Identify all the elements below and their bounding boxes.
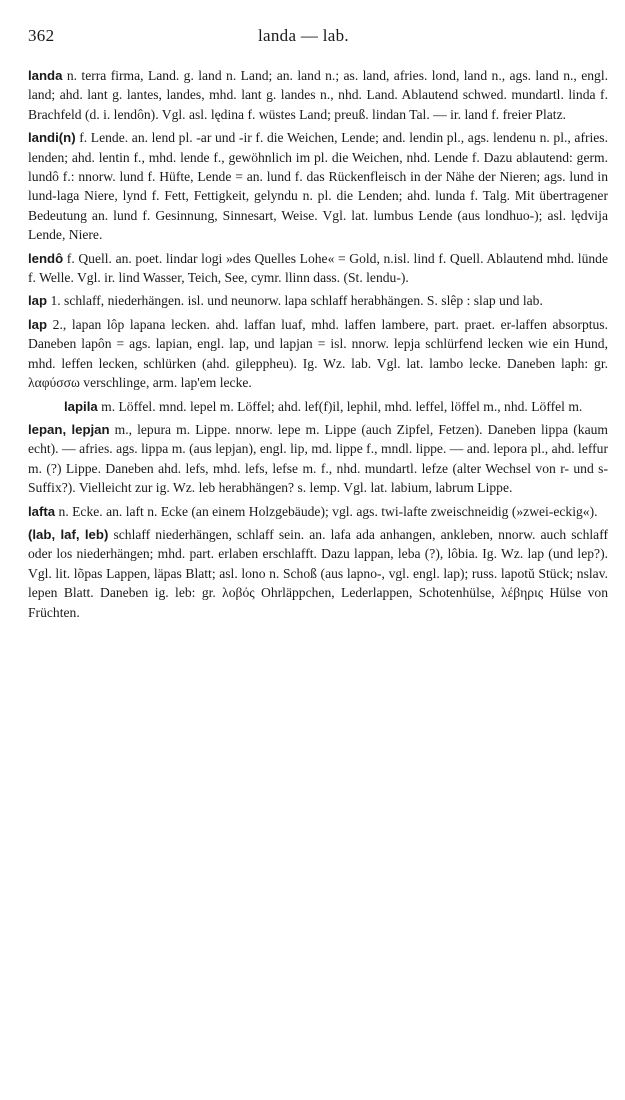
- entry-headword: lap: [28, 316, 48, 332]
- entry-text: m., lepura m. Lippe. nnorw. lepe m. Lippe (auch Zipfel, Fetzen). Daneben lippa (kaum echt). — afries. ags. lippa m. (aus lepjan), engl. lip, md. lippe f., mndl. lippe. — and. lepora pl., ahd. leffur m. (?) Lippe. Daneben ahd. lefs, mhd. lefs, lefse m. f., nhd. mundartl. lefze (alter Wechsel von r- und s-Suffix?). Vielleicht zur ig. Wz. leb herabhängen? s. lemp. Vgl. lat. labium, labrum Lippe.: [28, 421, 608, 496]
- dictionary-entry: [28, 66, 608, 124]
- entry-headword: landi(n): [28, 130, 76, 146]
- entry-headword: lepan, lepjan: [28, 421, 110, 437]
- entry-headword: lafta: [28, 503, 56, 519]
- entry-text: n. Ecke. an. laft n. Ecke (an einem Holzgebäude); vgl. ags. twi-lafte zweischneidig (»zwei-eckig«).: [55, 503, 598, 519]
- entry-text: m. Löffel. mnd. lepel m. Löffel; ahd. lef(f)il, lephil, mhd. leffel, löffel m., nhd. Löffel m.: [97, 398, 583, 414]
- dictionary-entry: [28, 315, 608, 393]
- entry-headword: lap: [28, 293, 48, 309]
- dictionary-entry: [28, 249, 608, 288]
- entry-text: n. terra firma, Land. g. land n. Land; an. land n.; as. land, afries. lond, land n., ags. land n., engl. land; ahd. lant g. lantes, landes, mhd. lant g. landes n., nhd. Land. Ablautend schwed. mundartl. linda f. Brachfeld (d. i. lendôn). Vgl. asl. lędina f. wüstes Land; preuß. lindan Tal. — ir. land f. freier Platz.: [28, 68, 608, 122]
- dictionary-page: [28, 26, 608, 626]
- entry-text: 2., lapan lôp lapana lecken. ahd. laffan luaf, mhd. laffen lambere, part. praet. er-laffen absorptus. Daneben lapôn = ags. lapian, engl. lap, und lapjan = isl. nnorw. lepja schlürfend lecken wie ein Hund, mhd. leffen lecken, schlürken (ahd. gileppheu). Ig. Wz. lab. Vgl. lat. lambo lecke. Daneben laph: gr. λαφύσσω verschlinge, arm. lap'em lecke.: [28, 316, 608, 391]
- page-header: [28, 26, 608, 56]
- entry-headword: (lab, laf, leb): [28, 526, 109, 542]
- entry-text: f. Lende. an. lend pl. -ar und -ir f. die Weichen, Lende; and. lendin pl., ags. lendenu n. pl., afries. lenden; ahd. lentin f., mhd. lende f., gewöhnlich im pl. die Weichen, nhd. Lende f. Dazu ablautend: germ. lundô f.: nnorw. lund f. Hüfte, Lende = an. lund f. das Rückenfleisch in der Nähe der Nieren; ags. lund in lund-laga Niere, lynd f. Fett, Fettigkeit, gelyndu n. pl. die Lenden; ahd. lunda f. Talg. Mit übertragener Bedeutung an. lund f. Gesinnung, Sinnesart, Weise. Vgl. lat. lumbus Lende (aus londhuo-); asl. lędvija Lende, Niere.: [28, 130, 608, 243]
- dictionary-entry: [28, 502, 608, 521]
- entry-headword: landa: [28, 68, 63, 83]
- entry-list: [28, 66, 608, 622]
- entry-headword: lapila: [64, 398, 98, 414]
- dictionary-entry: [28, 525, 608, 622]
- page-number: 362: [28, 26, 55, 45]
- entry-headword: lendô: [28, 250, 64, 266]
- entry-text: 1. schlaff, niederhängen. isl. und neunorw. lapa schlaff herabhängen. S. slêp : slap und lab.: [47, 293, 543, 309]
- entry-text: schlaff niederhängen, schlaff sein. an. lafa ada anhangen, ankleben, nnorw. auch schlaff oder los niederhängen; mhd. part. erlaben erschlafft. Dazu lappan, leba (?), lôbia. Ig. Wz. lap (und lep?). Vgl. lit. lõpas Lappen, läpas Blatt; asl. lono n. Schoß (aus lapno-, vgl. engl. lap); russ. lapotŭ Stück; nslav. lepen Blatt. Daneben ig. leb: gr. λοβός Ohrläppchen, Lederlappen, Schotenhülse, λέβηρις Hülse von Früchten.: [28, 526, 608, 620]
- dictionary-entry: [28, 397, 608, 416]
- dictionary-entry: [28, 420, 608, 498]
- entry-text: f. Quell. an. poet. lindar logi »des Quelles Lohe« = Gold, n.isl. lind f. Quell. Ablautend mhd. lünde f. Welle. Vgl. ir. lind Wasser, Teich, See, cymr. llinn dass. (St. lendu-).: [28, 250, 608, 286]
- dictionary-entry: [28, 128, 608, 244]
- running-title: landa — lab.: [258, 26, 349, 45]
- dictionary-entry: [28, 291, 608, 310]
